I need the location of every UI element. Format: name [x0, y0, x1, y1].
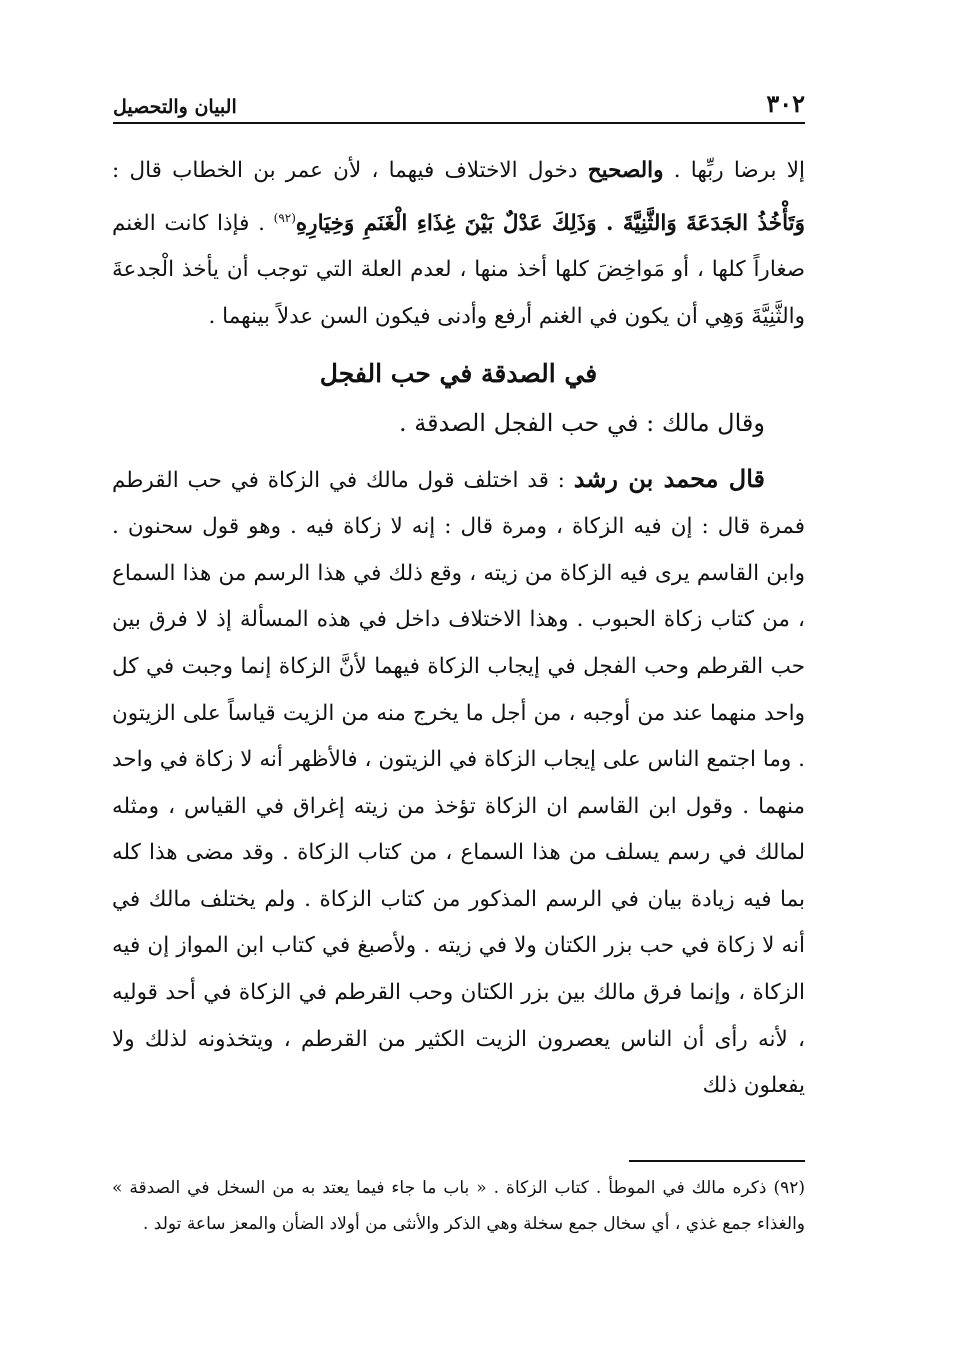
main-content — [112, 148, 805, 1110]
malik-statement: وقال مالك : في حب الفجل الصدقة . — [398, 408, 765, 437]
hadith-quote: وَتَأْخُذُ الجَدَعَةَ وَالثَّنِيَّةَ . وَذَلِكَ عَدْلٌ بَيْنَ غِذَاءِ الْغَنَمِ وَخِيَارِهِ — [295, 210, 805, 236]
paragraph-1-text-c: . فإذا كانت الغنم صغاراً كلها ، أو مَواخِضَ كلها أخذ منها ، لعدم العلة التي توجب أن يأخذ الْجدعةَ والثَّنِيَّةَ وَهِي أن يكون في الغنم أرفع وأدنى فيكون السن عدلاً بينهما . — [112, 210, 805, 329]
commentary-intro: قال محمد بن رشد — [573, 463, 766, 493]
page-number: ٣٠٢ — [766, 89, 805, 118]
footnote-divider — [629, 1160, 805, 1162]
running-title: البيان والتحصيل — [113, 96, 237, 118]
section-title: في الصدقة في حب الفجل — [319, 358, 598, 388]
footnote-ref-92: (٩٢) — [273, 210, 296, 225]
footnotes — [112, 1170, 805, 1242]
paragraph-2-text: : قد اختلف قول مالك في الزكاة في حب القرطم فمرة قال : إن فيه الزكاة ، ومرة قال : إنه لا زكاة فيه . وهو قول سحنون . وابن القاسم يرى فيه الزكاة من زيته ، وقع ذلك في هذا الرسم من هذا السماع ، من كتاب زكاة الحبوب . وهذا الاختلاف داخل في هذه المسألة إذ لا فرق بين حب القرطم وحب الفجل في إيجاب الزكاة فيهما لأنَّ الزكاة إنما وجبت في كل واحد منهما عند من أوجبه ، من أجل ما يخرج منه من الزيت قياساً على الزيتون . وما اجتمع الناس على إيجاب الزكاة في الزيتون ، فالأظهر أنه لا زكاة في واحد منهما . وقول ابن القاسم ان الزكاة تؤخذ من زيته إغراق في القياس ، ومثله لمالك في رسم يسلف من هذا السماع ، من كتاب الزكاة . وقد مضى هذا كله بما فيه زيادة بيان في الرسم المذكور من كتاب الزكاة . ولم يختلف مالك في أنه لا زكاة في حب بزر الكتان ولا في زيته . ولأصبغ في كتاب ابن المواز إن فيه الزكاة ، وإنما فرق مالك بين بزر الكتان وحب القرطم في الزكاة في أحد قوليه ، لأنه رأى أن الناس يعصرون الزيت الكثير من القرطم ، ويتخذونه لذلك ولا يفعلون ذلك — [112, 467, 805, 1099]
paragraph-1-text-a: إلا برضا ربِّها . — [663, 158, 805, 183]
paragraph-1-bold-a: والصحيح — [587, 158, 664, 183]
paragraph-1 — [112, 148, 805, 341]
paragraph-1-text-b: دخول الاختلاف فيهما ، لأن عمر بن الخطاب قال : — [112, 158, 588, 183]
paragraph-2 — [112, 456, 805, 1110]
footnote-92: (٩٢) ذكره مالك في الموطأ . كتاب الزكاة . « باب ما جاء فيما يعتد به من السخل في الصدقة » والغذاء جمع غذي ، أي سخال جمع سخلة وهي الذكر والأنثى من أولاد الضأن والمعز ساعة تولد . — [112, 1178, 805, 1234]
page-header — [113, 86, 805, 124]
